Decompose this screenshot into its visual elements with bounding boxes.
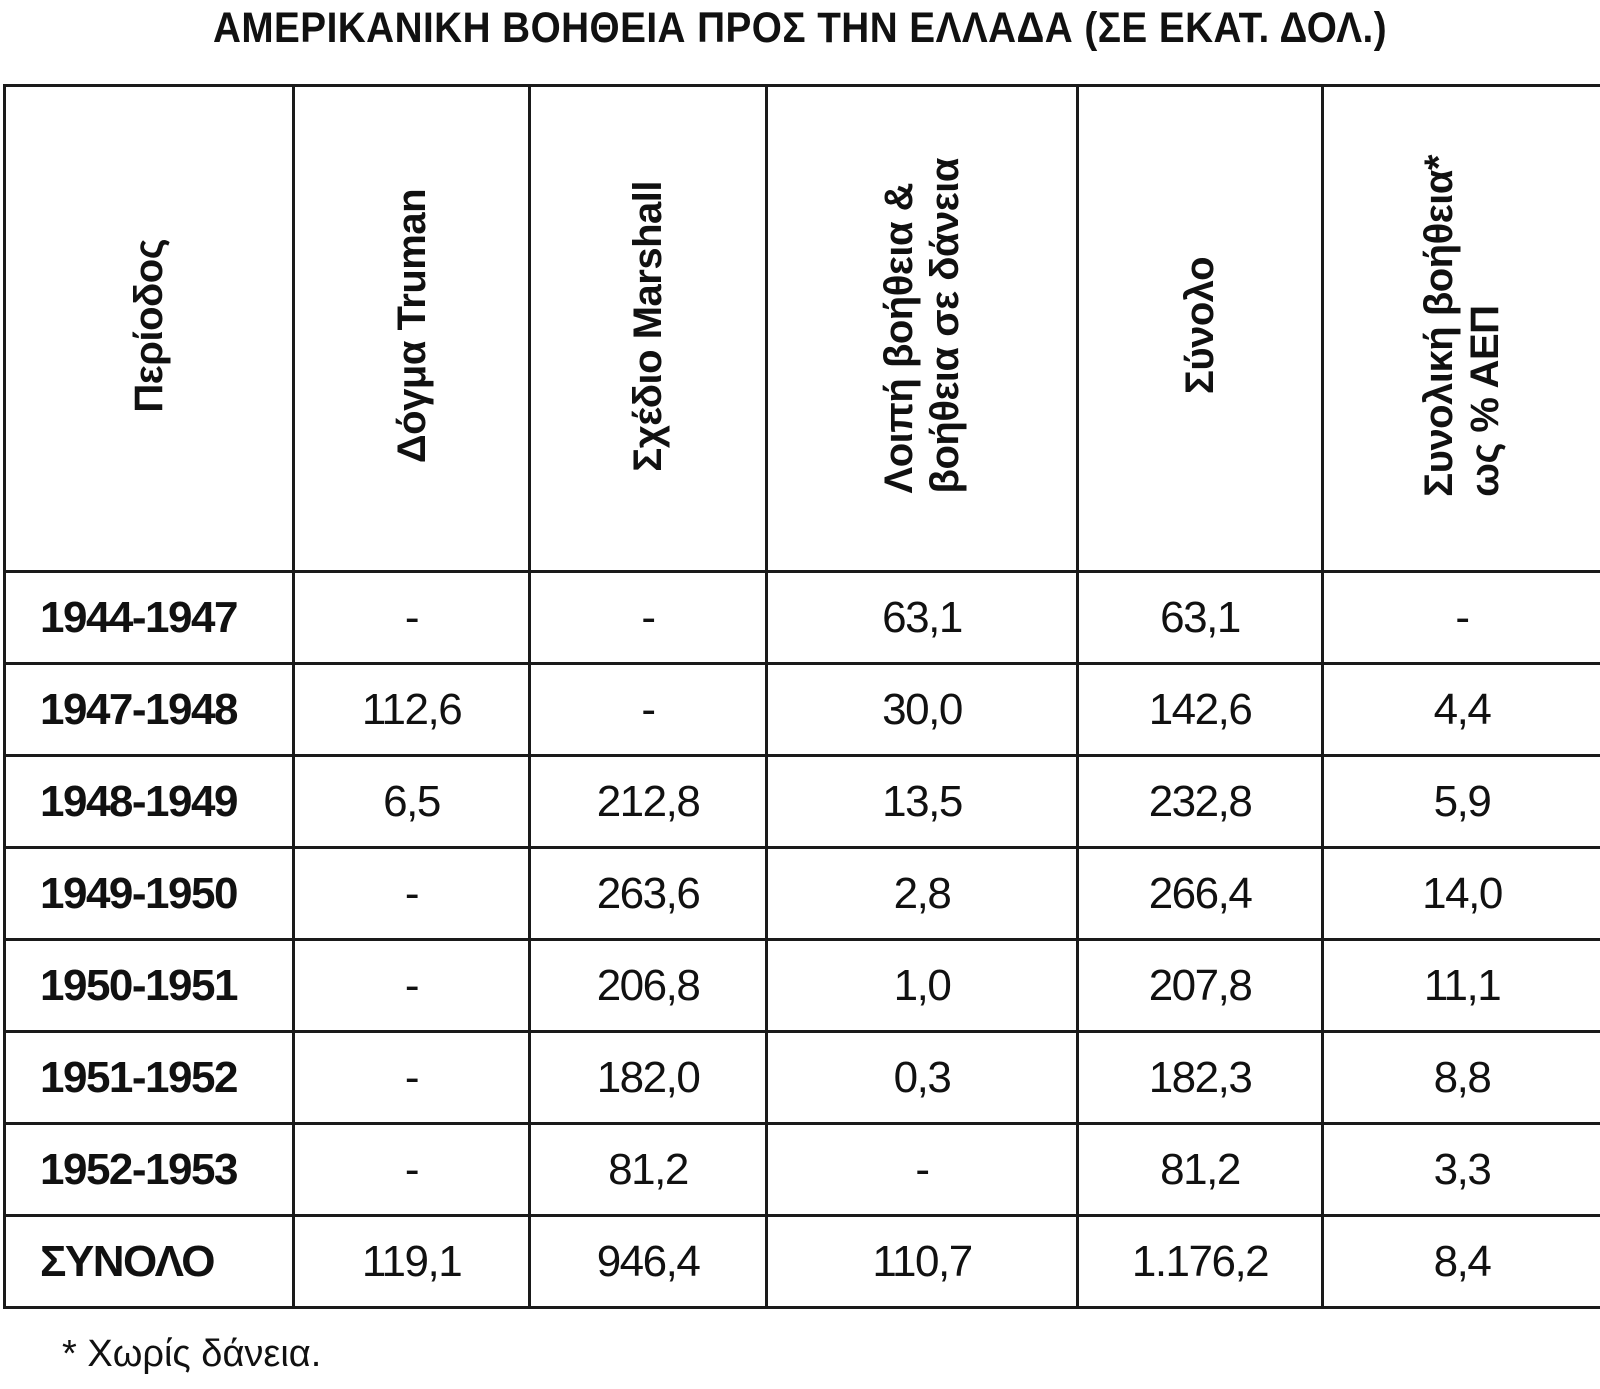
header-row	[5, 86, 1600, 572]
table-row	[5, 940, 1600, 1032]
cell-marshall: 81,2	[530, 1124, 767, 1216]
cell-total: 207,8	[1078, 940, 1323, 1032]
table-row	[5, 664, 1600, 756]
cell-truman: -	[294, 940, 530, 1032]
cell-total: 266,4	[1078, 848, 1323, 940]
cell-gdp-share: 8,4	[1323, 1216, 1600, 1308]
cell-gdp-share: 14,0	[1323, 848, 1600, 940]
cell-other-aid: 13,5	[767, 756, 1078, 848]
cell-period: 1949-1950	[5, 848, 294, 940]
cell-period: 1944-1947	[5, 572, 294, 664]
header-marshall-label: Σχέδιο Marshall	[626, 180, 670, 472]
cell-truman: 6,5	[294, 756, 530, 848]
footnote: * Χωρίς δάνεια.	[62, 1333, 322, 1375]
cell-total: 232,8	[1078, 756, 1323, 848]
cell-marshall: 206,8	[530, 940, 767, 1032]
cell-other-aid: 0,3	[767, 1032, 1078, 1124]
cell-truman: 119,1	[294, 1216, 530, 1308]
table-row	[5, 1124, 1600, 1216]
header-total	[1078, 86, 1323, 572]
header-gdp-share	[1323, 86, 1600, 572]
cell-gdp-share: 5,9	[1323, 756, 1600, 848]
cell-other-aid: 30,0	[767, 664, 1078, 756]
table-row	[5, 848, 1600, 940]
cell-total: 182,3	[1078, 1032, 1323, 1124]
cell-marshall: 182,0	[530, 1032, 767, 1124]
cell-gdp-share: 8,8	[1323, 1032, 1600, 1124]
cell-truman: 112,6	[294, 664, 530, 756]
cell-other-aid: 2,8	[767, 848, 1078, 940]
cell-other-aid: -	[767, 1124, 1078, 1216]
cell-truman: -	[294, 1124, 530, 1216]
cell-total: 1.176,2	[1078, 1216, 1323, 1308]
cell-truman: -	[294, 1032, 530, 1124]
cell-other-aid: 63,1	[767, 572, 1078, 664]
cell-other-aid: 1,0	[767, 940, 1078, 1032]
cell-marshall: 263,6	[530, 848, 767, 940]
cell-period: 1947-1948	[5, 664, 294, 756]
cell-period: 1948-1949	[5, 756, 294, 848]
cell-period: 1951-1952	[5, 1032, 294, 1124]
header-other-aid-line2: βοήθεια σε δάνεια	[923, 158, 967, 494]
cell-marshall: -	[530, 664, 767, 756]
table-title: ΑΜΕΡΙΚΑΝΙΚΗ ΒΟΗΘΕΙΑ ΠΡΟΣ ΤΗΝ ΕΛΛΑΔΑ (ΣΕ ΕΚΑΤ. ΔΟΛ.)	[212, 4, 1388, 52]
table-row	[5, 1032, 1600, 1124]
header-truman	[294, 86, 530, 572]
cell-marshall: -	[530, 572, 767, 664]
cell-truman: -	[294, 572, 530, 664]
header-marshall	[530, 86, 767, 572]
cell-gdp-share: 3,3	[1323, 1124, 1600, 1216]
table-row	[5, 1216, 1600, 1308]
table-row	[5, 572, 1600, 664]
cell-truman: -	[294, 848, 530, 940]
cell-gdp-share: -	[1323, 572, 1600, 664]
cell-gdp-share: 4,4	[1323, 664, 1600, 756]
cell-other-aid: 110,7	[767, 1216, 1078, 1308]
cell-total: 142,6	[1078, 664, 1323, 756]
header-period	[5, 86, 294, 572]
aid-table	[3, 84, 1600, 1309]
header-truman-label: Δόγμα Truman	[389, 188, 434, 464]
cell-total: 63,1	[1078, 572, 1323, 664]
header-gdp-share-line2: ως % ΑΕΠ	[1463, 305, 1507, 497]
cell-period: 1950-1951	[5, 940, 294, 1032]
table-row	[5, 756, 1600, 848]
header-gdp-share-line1: Συνολική βοήθεια*	[1417, 155, 1461, 497]
cell-period: 1952-1953	[5, 1124, 294, 1216]
cell-marshall: 212,8	[530, 756, 767, 848]
header-other-aid-line1: Λοιπή βοήθεια &	[877, 183, 921, 494]
cell-total: 81,2	[1078, 1124, 1323, 1216]
header-period-label: Περίοδος	[127, 239, 171, 413]
cell-period: ΣΥΝΟΛΟ	[5, 1216, 294, 1308]
cell-marshall: 946,4	[530, 1216, 767, 1308]
header-other-aid	[767, 86, 1078, 572]
cell-gdp-share: 11,1	[1323, 940, 1600, 1032]
header-total-label: Σύνολο	[1178, 257, 1222, 395]
